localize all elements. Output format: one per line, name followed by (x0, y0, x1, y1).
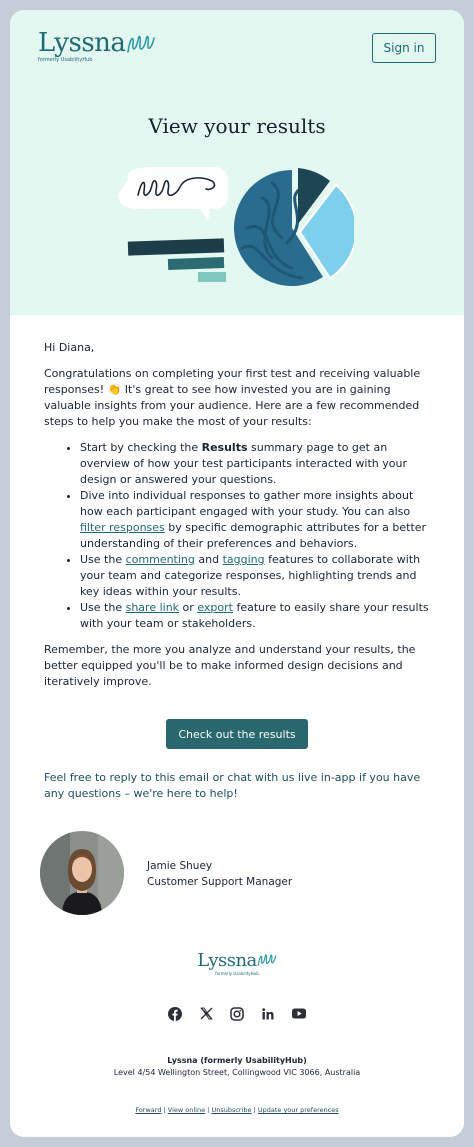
list-item (80, 552, 434, 600)
results-illustration (114, 165, 354, 290)
step-text: features to collaborate with your team and categorize responses, highlighting trends and key ideas within your results. (80, 553, 421, 598)
company-name: Lyssna (formerly UsabilityHub) (167, 1056, 307, 1065)
signature-name: Jamie Shuey (147, 860, 213, 872)
forward-link[interactable]: Forward (135, 1106, 162, 1114)
results-bold-text: Results (201, 441, 248, 454)
link-separator: | (251, 1106, 258, 1114)
check-results-button[interactable]: Check out the results (166, 719, 308, 749)
view-online-link[interactable]: View online (167, 1106, 206, 1114)
company-info (10, 1055, 464, 1079)
avatar (40, 831, 124, 915)
support-person-photo (40, 831, 124, 915)
footer-links (10, 1106, 464, 1114)
step-text: Use the (80, 553, 126, 566)
footer-logo-row (197, 950, 277, 972)
instagram-icon[interactable] (229, 1005, 246, 1022)
logo-wordmark: Lyssna (38, 28, 126, 58)
footer-logo-squiggle-icon (257, 952, 277, 968)
intro-paragraph (44, 366, 434, 430)
closing-paragraph: Remember, the more you analyze and understand your results, the better equipped you'll be to make informed design decisions and iteratively improve. (44, 643, 416, 688)
facebook-icon[interactable] (167, 1005, 184, 1022)
signature (147, 858, 292, 890)
footer-logo-subtitle: formerly UsabilityHub (215, 971, 259, 976)
unsubscribe-link[interactable]: Unsubscribe (211, 1106, 252, 1114)
export-link[interactable]: export (197, 601, 233, 614)
cta-container (10, 719, 464, 749)
youtube-icon[interactable] (291, 1005, 308, 1022)
update-preferences-link[interactable]: Update your preferences (257, 1106, 339, 1114)
step-text: Start by checking the (80, 441, 202, 454)
list-item (80, 488, 434, 552)
step-text: Dive into individual responses to gather more insights about how each participant engaged with your study. You can also (80, 489, 414, 518)
filter-responses-link[interactable]: filter responses (80, 521, 165, 534)
intro-text-b: It's great to see how invested you are in gaining valuable insights from your audience. Here are a few recommended steps to help you make the most of your results: (44, 383, 420, 428)
list-item (80, 440, 434, 488)
footer-logo-wordmark: Lyssna (197, 950, 257, 971)
step-text: Use the (80, 601, 126, 614)
greeting: Hi Diana, (44, 341, 95, 354)
step-text: or (179, 601, 198, 614)
step-text: feature to easily share your results with your team or stakeholders. (80, 601, 429, 630)
link-separator: | (205, 1106, 212, 1114)
email-card (10, 10, 464, 1137)
step-text: by specific demographic attributes for a better understanding of their preferences and behaviors. (80, 521, 427, 550)
clap-emoji-icon: 👏 (107, 383, 122, 396)
logo-squiggle-icon (126, 32, 156, 56)
share-link-link[interactable]: share link (125, 601, 180, 614)
tagging-link[interactable]: tagging (222, 553, 265, 566)
link-separator: | (161, 1106, 168, 1114)
intro-text-a: Congratulations on completing your first test and receiving valuable responses! (44, 367, 421, 396)
step-text: and (194, 553, 223, 566)
step-text: summary page to get an overview of how your test participants interacted with your design or answered your questions. (80, 441, 408, 486)
footer-logo[interactable] (10, 950, 464, 976)
hero-banner (10, 10, 464, 315)
list-item (80, 600, 434, 632)
linkedin-icon[interactable] (260, 1005, 277, 1022)
commenting-link[interactable]: commenting (125, 553, 195, 566)
hero-title: View your results (148, 114, 326, 138)
social-links (10, 1005, 464, 1022)
logo-subtitle: formerly UsabilityHub (38, 57, 93, 63)
email-body (44, 340, 434, 700)
signature-role: Customer Support Manager (147, 876, 293, 888)
reply-paragraph: Feel free to reply to this email or chat with us live in-app if you have any questions – we're here to help! (44, 771, 421, 800)
sign-in-button[interactable]: Sign in (372, 33, 436, 63)
lyssna-logo[interactable] (38, 28, 156, 58)
steps-list (44, 440, 434, 632)
x-icon[interactable] (198, 1005, 215, 1022)
company-address: Level 4/54 Wellington Street, Collingwood VIC 3066, Australia (113, 1068, 361, 1077)
